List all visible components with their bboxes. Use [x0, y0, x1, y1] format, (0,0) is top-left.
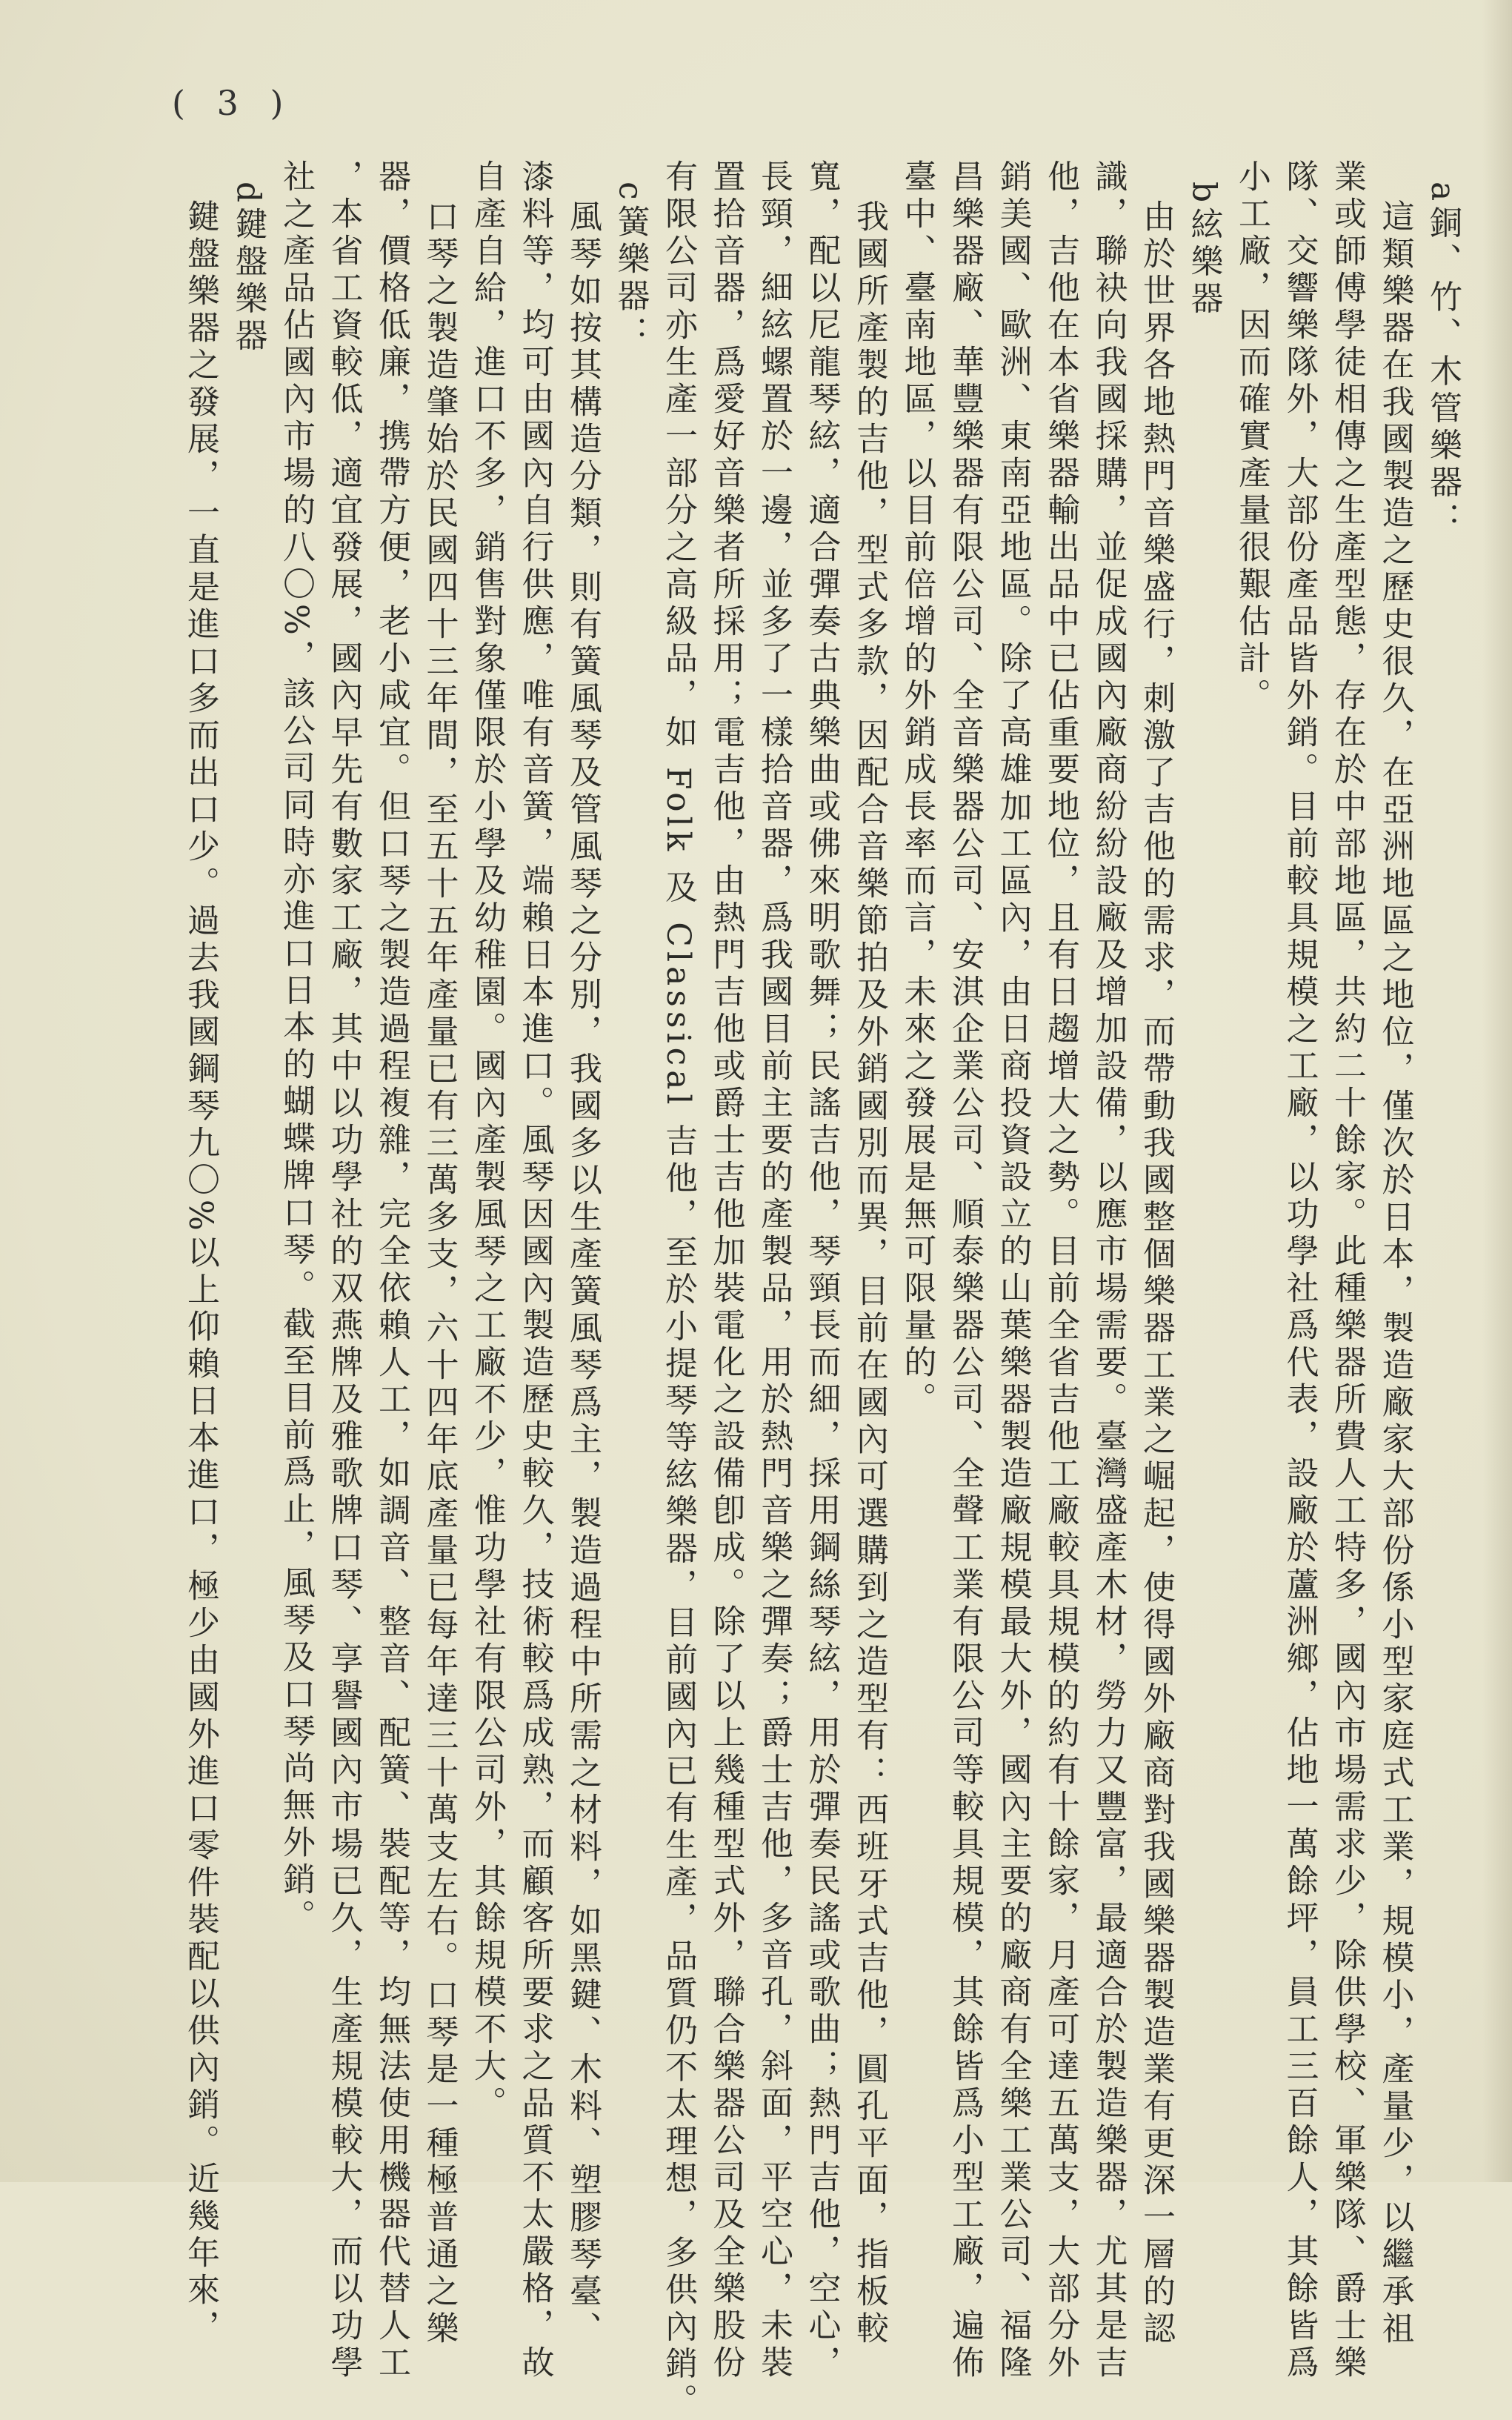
text-column: 寬，配以尼龍琴絃，適合彈奏古典樂曲或佛來明歌舞；民謠吉他，琴頸長而細，採用鋼絲琴絃，用於彈奏民謠或歌曲；熱門吉他，空心， — [802, 159, 841, 2382]
text-column: 他，吉他在本省樂器輸出品中已佔重要地位，且有日趨增大之勢。目前全省吉他工廠較具規模的約有十餘家，月產可達五萬支，大部分外 — [1042, 159, 1079, 2382]
text-column: 器，價格低廉，携帶方便，老小咸宜。但口琴之製造過程複雜，完全依賴人工，如調音、整音、配簧、裝配等，均無法使用機器代替人工 — [373, 159, 410, 2382]
section-heading: c簧樂器： — [611, 182, 650, 353]
text-column: 置拾音器，爲愛好音樂者所採用；電吉他，由熱門吉他或爵士吉他加裝電化之設備卽成。除了以上幾種型式外，聯合樂器公司及全樂股份 — [707, 159, 745, 2382]
text-column: 由於世界各地熱門音樂盛行，刺激了吉他的需求，而帶動我國整個樂器工業之崛起，使得國外廠商對我國樂器製造業有更深一層的認 — [1137, 199, 1175, 2348]
text-column: 我國所產製的吉他，型式多款，因配合音樂節拍及外銷國別而異，目前在國內可選購到之造型有：西班牙式吉他，圓孔平面，指板較 — [850, 199, 888, 2348]
text-column: 業或師傅學徒相傳之生產型態，存在於中部地區，共約二十餘家。此種樂器所費人工特多，國內市場需求少，除供學校、軍樂隊、爵士樂 — [1328, 159, 1366, 2382]
text-column: 這類樂器在我國製造之歷史很久，在亞洲地區之地位，僅次於日本，製造廠家大部份係小型家庭式工業，規模小，產量少，以繼承祖 — [1376, 199, 1414, 2348]
text-column: 風琴如按其構造分類，則有簧風琴及管風琴之分別，我國多以生產簧風琴爲主，製造過程中所需之材料，如黑鍵、木料、塑膠琴臺、 — [564, 199, 602, 2348]
text-column: 昌樂器廠、華豐樂器有限公司、全音樂器公司、安淇企業公司、順泰樂器公司、全聲工業有限公司等較具規模，其餘皆爲小型工廠，遍佈 — [946, 159, 984, 2382]
section-heading: d鍵盤樂器 — [229, 182, 267, 356]
text-column: 小工廠，因而確實產量很艱估計。 — [1233, 159, 1270, 715]
text-column: 有限公司亦生產一部分之高級品，如 Folk 及 Classical 吉他，至於小提琴等絃樂器，目前國內已有生產，品質仍不太理想，多供內銷。 — [659, 159, 697, 2420]
text-column: 自產自給，進口不多，銷售對象僅限於小學及幼稚園。國內產製風琴之工廠不少，惟功學社有限公司外，其餘規模不大。 — [468, 159, 506, 2123]
text-column: 長頸，細絃螺置於一邊，並多了一樣拾音器，爲我國目前主要的產製品，用於熱門音樂之彈奏；爵士吉他，多音孔，斜面，平空心，未裝 — [755, 159, 793, 2382]
text-column: 臺中、臺南地區，以目前倍增的外銷成長率而言，未來之發展是無可限量的。 — [898, 159, 936, 1419]
section-heading: b絃樂器 — [1185, 182, 1223, 319]
vertical-body-text — [176, 159, 1467, 2420]
text-column: 識，聯袂向我國採購，並促成國內廠商紛紛設廠及增加設備，以應市場需要。臺灣盛產木材，勞力又豐富，最適合於製造樂器，尤其是吉 — [1089, 159, 1128, 2382]
text-column: 社之產品佔國內市場的八〇%，該公司同時亦進口日本的蝴蝶牌口琴。截至目前爲止，風琴及口琴尚無外銷。 — [277, 159, 315, 1936]
text-column: 鍵盤樂器之發展，一直是進口多而出口少。過去我國鋼琴九〇%以上仰賴日本進口，極少由國外進口零件裝配以供內銷。近幾年來， — [181, 199, 219, 2347]
text-column: ，本省工資較低，適宜發展，國內早先有數家工廠，其中以功學社的双燕牌及雅歌牌口琴、享譽國內市場已久，生產規模較大，而以功學 — [324, 159, 363, 2382]
section-heading: a銅、竹、木管樂器： — [1424, 182, 1462, 539]
text-column: 口琴之製造肇始於民國四十三年間，至五十五年產量已有三萬多支，六十四年底產量已每年達三十萬支左右。口琴是一種極普通之樂 — [420, 199, 459, 2348]
page-number: ( 3 ) — [172, 83, 294, 123]
text-column: 隊、交響樂隊外，大部份產品皆外銷。目前較具規模之工廠，以功學社爲代表，設廠於蘆洲鄉，佔地一萬餘坪，員工三百餘人，其餘皆爲 — [1280, 159, 1319, 2382]
text-column: 銷美國、歐洲、東南亞地區。除了高雄加工區內，由日商投資設立的山葉樂器製造廠規模最大外，國內主要的廠商有全樂工業公司、福隆 — [993, 159, 1032, 2382]
page-edge-shadow — [1482, 0, 1512, 2182]
text-column: 漆料等，均可由國內自行供應，唯有音簧，端賴日本進口。風琴因國內製造歷史較久，技術較爲成熟，而顧客所要求之品質不太嚴格，故 — [516, 159, 554, 2382]
